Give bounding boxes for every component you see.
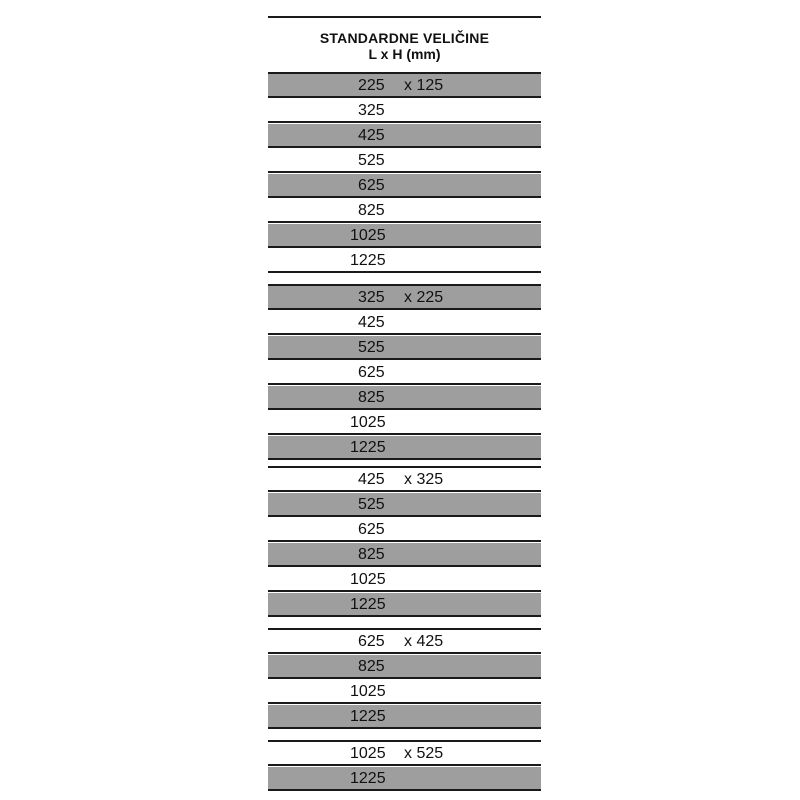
length-value: 625 [358,633,385,650]
table-row [268,680,541,704]
row-rule [268,383,541,385]
length-value: 625 [358,177,385,194]
table-header [268,18,541,72]
table-row [268,655,541,679]
row-rule [268,702,541,704]
table-row [268,742,541,766]
header-units: L x H (mm) [368,46,441,62]
row-rule [268,121,541,123]
length-value: 225 [358,77,385,94]
row-rule [268,727,541,729]
length-value: 825 [358,202,385,219]
height-label: x 525 [404,745,444,762]
row-rule [268,652,541,654]
length-value: 1025 [350,745,386,762]
row-rule [268,96,541,98]
length-value: 1225 [350,770,386,787]
row-rule [268,171,541,173]
row-rule [268,308,541,310]
length-value: 825 [358,546,385,563]
row-rule [268,540,541,542]
table-row [268,249,541,273]
height-label: x 425 [404,633,444,650]
row-rule [268,677,541,679]
table-row [268,386,541,410]
table-row [268,311,541,335]
row-rule [268,333,541,335]
row-rule [268,221,541,223]
length-value: 525 [358,152,385,169]
row-rule [268,615,541,617]
row-rule [268,271,541,273]
table-row [268,568,541,592]
table-row [268,767,541,791]
row-rule [268,789,541,791]
row-rule [268,565,541,567]
table-row [268,224,541,248]
length-value: 1025 [350,227,386,244]
length-value: 1225 [350,252,386,269]
length-value: 425 [358,314,385,331]
length-value: 1225 [350,439,386,456]
table-row [268,493,541,517]
row-rule [268,433,541,435]
row-rule [268,408,541,410]
row-rule [268,146,541,148]
header-title: STANDARDNE VELIČINE [319,30,490,46]
length-value: 825 [358,389,385,406]
table-row [268,174,541,198]
table-row [268,286,541,310]
length-value: 325 [358,289,385,306]
height-label: x 125 [404,77,444,94]
height-label: x 225 [404,289,444,306]
table-row [268,74,541,98]
table-row [268,411,541,435]
length-value: 1225 [350,596,386,613]
row-rule [268,590,541,592]
table-row [268,593,541,617]
row-rule [268,515,541,517]
table-row [268,124,541,148]
length-value: 1025 [350,571,386,588]
row-rule [268,764,541,766]
table-row [268,543,541,567]
length-value: 625 [358,364,385,381]
row-rule [268,196,541,198]
table-row [268,518,541,542]
table-row [268,436,541,460]
length-value: 425 [358,471,385,488]
length-value: 325 [358,102,385,119]
length-value: 1025 [350,414,386,431]
length-value: 525 [358,496,385,513]
table-row [268,361,541,385]
row-rule [268,358,541,360]
table-row [268,630,541,654]
length-value: 425 [358,127,385,144]
table-row [268,149,541,173]
table-row [268,468,541,492]
length-value: 625 [358,521,385,538]
length-value: 1225 [350,708,386,725]
length-value: 1025 [350,683,386,700]
table-row [268,99,541,123]
table-row [268,705,541,729]
sizes-table [268,0,541,800]
table-row [268,199,541,223]
length-value: 525 [358,339,385,356]
row-rule [268,490,541,492]
row-rule [268,246,541,248]
table-row [268,336,541,360]
length-value: 825 [358,658,385,675]
row-rule [268,458,541,460]
height-label: x 325 [404,471,444,488]
